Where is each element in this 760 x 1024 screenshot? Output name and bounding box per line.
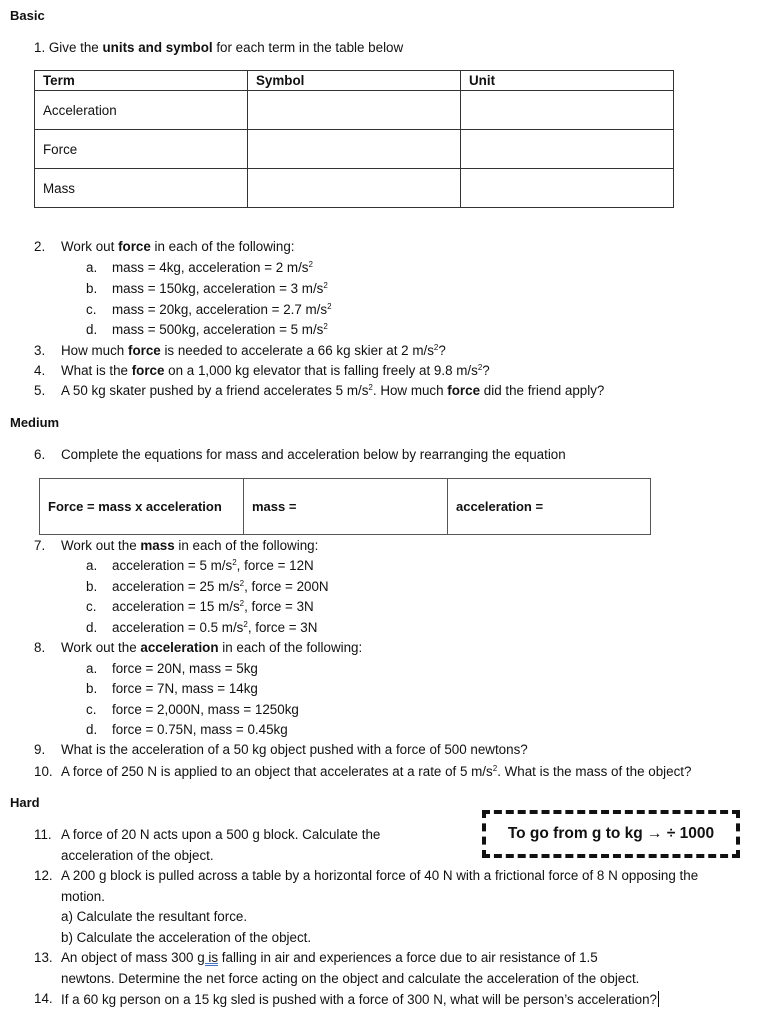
question-11-line1: A force of 20 N acts upon a 500 g block. Calculate the [61,827,381,842]
tip-box-text: To go from g to kg → ÷ 1000 [507,825,715,842]
question-10-num: 10. [34,764,53,779]
header-term: Term [35,71,248,91]
q1-suffix: for each term in the table below [212,40,404,55]
q4-mid: on a 1,000 kg elevator that is falling freely at 9.8 m/s [164,363,478,378]
question-5 [61,383,604,399]
q7-item-text: acceleration = 15 m/s [112,599,240,614]
question-11-num: 11. [34,827,52,842]
symbol-cell[interactable] [248,169,461,208]
q13-pre: An object of mass 300 [61,950,198,965]
tip-box [482,810,740,858]
q7-prefix: Work out the [61,538,141,553]
q8-item-letter: d. [86,722,98,737]
q7-item-text: , force = 3N [244,599,314,614]
q8-suffix: in each of the following: [218,640,363,655]
section-heading-hard: Hard [10,795,40,810]
question-12-line1: A 200 g block is pulled across a table by a horizontal force of 40 N with a frictional force of 8 N opposing the [61,868,699,883]
equation-force: Force = mass x acceleration [40,479,244,535]
equation-acceleration[interactable]: acceleration = [448,479,651,535]
section-heading-medium: Medium [10,415,60,430]
q8-item-letter: a. [86,661,98,676]
q8-item-letter: b. [86,681,98,696]
term-cell: Mass [35,169,248,208]
q8-item: force = 0.75N, mass = 0.45kg [112,722,288,737]
superscript: 2 [327,302,332,311]
q2-suffix: in each of the following: [150,239,295,254]
q7-item-letter: d. [86,620,98,635]
q2-bold: force [118,239,151,254]
q1-prefix: 1. Give the [34,40,103,55]
q13-post: falling in air and experiences a force due to air resistance of 1.5 [218,950,598,965]
q7-item-text: , force = 12N [236,558,314,573]
question-13-line2: newtons. Determine the net force acting on the object and calculate the acceleration of the object. [61,971,640,986]
q3-mid: is needed to accelerate a 66 kg skier at 2 m/s [160,343,434,358]
table-header-row [35,71,674,91]
question-12-part-a: a) Calculate the resultant force. [61,909,248,924]
question-3-num: 3. [34,343,46,358]
q2-item-text: mass = 150kg, acceleration = 3 m/s [112,281,324,296]
table-row [35,91,674,130]
q2-item-letter: b. [86,281,98,296]
q14-text: If a 60 kg person on a 15 kg sled is pushed with a force of 300 N, what will be person’s acceleration? [61,992,657,1007]
symbol-cell[interactable] [248,91,461,130]
q2-item-letter: d. [86,322,98,337]
superscript: 2 [239,599,245,608]
q7-item [112,620,317,636]
superscript: 2 [323,281,328,290]
q7-bold: mass [140,538,175,553]
q8-item: force = 20N, mass = 5kg [112,661,258,676]
question-10 [61,764,691,780]
q8-item: force = 7N, mass = 14kg [112,681,258,696]
q2-item [112,322,328,338]
q8-item: force = 2,000N, mass = 1250kg [112,702,299,717]
q8-bold: acceleration [140,640,219,655]
superscript: 2 [368,383,373,392]
section-heading-basic: Basic [10,8,45,23]
q7-item [112,579,329,595]
unit-cell[interactable] [461,169,674,208]
q2-item-letter: a. [86,260,98,275]
q2-item-text: mass = 4kg, acceleration = 2 m/s [112,260,309,275]
superscript: 2 [323,322,328,331]
table-row [35,169,674,208]
question-9: What is the acceleration of a 50 kg object pushed with a force of 500 newtons? [61,742,528,757]
q4-prefix: What is the [61,363,132,378]
q8-item-letter: c. [86,702,97,717]
question-1 [34,40,403,56]
q7-suffix: in each of the following: [174,538,319,553]
superscript: 2 [477,363,483,372]
superscript: 2 [232,558,237,567]
question-9-num: 9. [34,742,46,757]
q5-mid: . How much [372,383,448,398]
terms-table [34,70,674,208]
question-8-num: 8. [34,640,46,655]
superscript: 2 [308,260,313,269]
table-row [35,130,674,169]
symbol-cell[interactable] [248,130,461,169]
q2-item-letter: c. [86,302,97,317]
unit-cell[interactable] [461,91,674,130]
q7-item [112,599,314,615]
term-cell: Force [35,130,248,169]
q2-item [112,260,313,276]
question-13-num: 13. [34,950,53,965]
q5-suffix: did the friend apply? [480,383,605,398]
q5-bold: force [447,383,481,398]
q4-bold: force [131,363,165,378]
question-13-line1 [61,950,598,966]
q1-bold: units and symbol [102,40,213,55]
q7-item-letter: b. [86,579,98,594]
q7-item [112,558,314,574]
superscript: 2 [492,764,498,773]
q7-item-text: acceleration = 5 m/s [112,558,233,573]
question-12-line2: motion. [61,889,105,904]
question-14 [61,991,659,1008]
question-6: Complete the equations for mass and acceleration below by rearranging the equation [61,447,566,462]
text-cursor [658,991,659,1007]
question-11-line2: acceleration of the object. [61,848,214,863]
superscript: 2 [239,579,245,588]
question-4 [61,363,490,379]
q5-prefix: A 50 kg skater pushed by a friend accelerates 5 m/s [61,383,369,398]
question-7 [61,538,318,554]
unit-cell[interactable] [461,130,674,169]
question-12-num: 12. [34,868,53,883]
q7-item-text: acceleration = 0.5 m/s [112,620,244,635]
term-cell: Acceleration [35,91,248,130]
table-row [40,479,651,535]
question-12-part-b: b) Calculate the acceleration of the object. [61,930,312,945]
question-5-num: 5. [34,383,46,398]
q2-prefix: Work out [61,239,119,254]
question-14-num: 14. [34,991,53,1006]
q10-post: . What is the mass of the object? [497,764,692,779]
q2-item-text: mass = 500kg, acceleration = 5 m/s [112,322,324,337]
superscript: 2 [243,620,248,629]
q3-suffix: ? [438,343,446,358]
q7-item-text: , force = 200N [244,579,329,594]
question-2 [61,239,294,255]
superscript: 2 [433,343,439,352]
equation-mass[interactable]: mass = [244,479,448,535]
q3-bold: force [127,343,161,358]
header-unit: Unit [461,71,674,91]
q2-item [112,302,332,318]
header-symbol: Symbol [248,71,461,91]
q10-pre: A force of 250 N is applied to an object that accelerates at a rate of 5 m/s [61,764,493,779]
question-8 [61,640,362,656]
grammar-flag[interactable]: g is [197,950,219,965]
q7-item-letter: c. [86,599,97,614]
q7-item-text: acceleration = 25 m/s [112,579,240,594]
q2-item [112,281,328,297]
q3-prefix: How much [61,343,128,358]
q4-suffix: ? [482,363,490,378]
equations-table [39,478,651,535]
question-2-num: 2. [34,239,46,254]
q2-item-text: mass = 20kg, acceleration = 2.7 m/s [112,302,328,317]
question-7-num: 7. [34,538,46,553]
q7-item-text: , force = 3N [247,620,318,635]
q7-item-letter: a. [86,558,98,573]
question-6-num: 6. [34,447,46,462]
q8-prefix: Work out the [61,640,141,655]
question-3 [61,343,446,359]
question-4-num: 4. [34,363,46,378]
